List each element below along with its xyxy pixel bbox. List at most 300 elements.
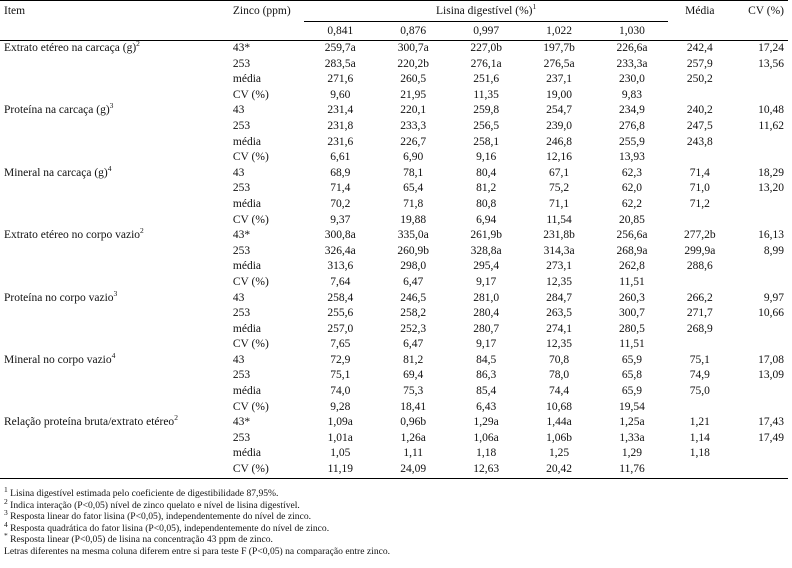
header-item: Item [0, 1, 229, 22]
value-cell: 24,09 [377, 462, 450, 478]
value-cell: 62,2 [621, 197, 643, 210]
table-row [0, 259, 788, 275]
zinc-cell: 43 [232, 104, 245, 117]
value-cell: 75,2 [548, 182, 570, 195]
value-cell: 19,00 [546, 88, 572, 101]
zinc-cell: 253 [232, 307, 251, 320]
cv-cell: 18,29 [758, 166, 784, 179]
footnote-mark: 4 [4, 519, 8, 529]
cv-cell: 17,08 [758, 353, 784, 366]
group-name: Proteína na carcaça (g) [4, 104, 110, 117]
header-lysine [304, 1, 669, 22]
value-cell: 255,9 [619, 135, 645, 148]
value-cell: 71,8 [403, 197, 424, 210]
table-row [0, 197, 788, 213]
level-cell: 0,876 [377, 22, 450, 41]
zinc-cell: 43* [232, 42, 251, 54]
mean-cell: 247,5 [686, 119, 713, 132]
value-cell: 85,4 [476, 385, 497, 398]
mean-cell [668, 213, 731, 229]
value-cell: 268,9a [616, 244, 648, 257]
value-cell: 263,5 [546, 307, 572, 320]
cv-cell [731, 462, 788, 478]
value-cell: 20,42 [523, 462, 596, 478]
group-footnote-mark: 2 [140, 226, 144, 236]
value-cell: 262,8 [619, 260, 645, 273]
zinc-cell: 43 [232, 291, 245, 304]
zinc-cell: 253 [232, 119, 251, 132]
table-row [0, 57, 788, 73]
value-cell: 260,9b [397, 244, 430, 257]
value-cell: 81,2 [403, 353, 424, 366]
zinc-cell: 43 [232, 166, 245, 179]
value-cell: 71,4 [330, 182, 351, 195]
cv-cell [731, 322, 788, 338]
value-cell: 197,7b [543, 42, 575, 54]
value-cell: 9,16 [476, 151, 497, 164]
zinc-cell: CV (%) [232, 338, 269, 351]
mean-cell: 240,2 [686, 104, 713, 117]
value-cell: 254,7 [546, 104, 572, 117]
mean-cell: 277,2b [684, 229, 716, 242]
cv-cell: 13,56 [758, 57, 784, 70]
value-cell: 227,0b [470, 42, 502, 54]
zinc-cell: 43 [232, 353, 245, 366]
group-label [0, 103, 229, 119]
mean-cell: 1,14 [689, 431, 710, 444]
footnote-mark: 2 [4, 496, 8, 506]
value-cell: 276,8 [619, 119, 645, 132]
mean-cell [668, 88, 731, 104]
value-cell: 65,9 [621, 385, 643, 398]
value-cell: 18,41 [400, 400, 427, 413]
value-cell: 70,2 [330, 197, 351, 210]
footnotes [4, 484, 391, 558]
value-cell: 12,35 [546, 275, 572, 288]
level-cell: 1,030 [596, 22, 669, 41]
level-cell: 0,841 [304, 22, 377, 41]
table-row [0, 41, 788, 57]
value-cell: 314,3a [543, 244, 575, 257]
cv-cell [731, 213, 788, 229]
value-cell: 86,3 [476, 369, 497, 382]
value-cell: 1,25 [548, 447, 570, 460]
value-cell: 1,29 [621, 447, 643, 460]
mean-cell: 299,9a [684, 244, 716, 257]
zinc-cell: média [232, 447, 261, 460]
group-label [0, 415, 229, 431]
value-cell: 21,95 [400, 88, 427, 101]
value-cell: 230,0 [619, 73, 645, 86]
header-zinc: Zinco (ppm) [229, 1, 304, 22]
cv-cell [731, 150, 788, 166]
value-cell: 11,35 [473, 88, 499, 101]
value-cell: 62,0 [621, 182, 643, 195]
group-label [0, 41, 229, 57]
mean-cell [668, 337, 731, 353]
value-cell: 75,1 [330, 369, 351, 382]
value-cell: 65,4 [403, 182, 424, 195]
value-cell: 9,17 [476, 338, 497, 351]
group-label [0, 353, 229, 369]
value-cell: 258,4 [327, 291, 354, 304]
cv-cell [731, 275, 788, 291]
cv-cell: 10,66 [758, 307, 784, 320]
value-cell: 233,3 [400, 119, 427, 132]
cv-cell: 13,09 [758, 369, 784, 382]
table-row [0, 88, 788, 104]
zinc-cell: 253 [232, 182, 251, 195]
zinc-cell: CV (%) [232, 151, 269, 164]
value-cell: 19,88 [400, 213, 427, 226]
value-cell: 261,9b [470, 229, 502, 242]
footnote-mark: 1 [4, 484, 8, 494]
cv-cell: 8,99 [763, 244, 784, 257]
mean-cell: 271,7 [686, 307, 713, 320]
zinc-cell: 43* [232, 416, 251, 429]
value-cell: 11,76 [596, 462, 669, 478]
value-cell: 13,93 [619, 151, 645, 164]
cv-cell: 16,13 [758, 229, 784, 242]
zinc-cell: 253 [232, 369, 251, 382]
value-cell: 300,7a [397, 42, 429, 54]
group-name: Mineral no corpo vazio [4, 353, 112, 366]
mean-cell: 288,6 [686, 260, 713, 273]
value-cell: 1,06a [473, 431, 499, 444]
footnote [4, 531, 390, 546]
value-cell: 233,3a [616, 57, 648, 70]
value-cell: 62,3 [621, 166, 643, 179]
cv-cell [731, 446, 788, 462]
value-cell: 220,2b [397, 57, 430, 70]
value-cell: 231,8b [543, 229, 575, 242]
value-cell: 1,05 [330, 447, 351, 460]
zinc-cell: CV (%) [232, 213, 269, 226]
value-cell: 220,1 [400, 104, 427, 117]
table-row [0, 306, 788, 322]
value-cell: 246,5 [400, 291, 427, 304]
value-cell: 295,4 [473, 260, 500, 273]
value-cell: 276,1a [470, 57, 502, 70]
cv-cell: 11,62 [758, 119, 784, 132]
value-cell: 237,1 [546, 73, 572, 86]
mean-cell [668, 400, 731, 416]
value-cell: 9,17 [476, 275, 497, 288]
value-cell: 280,4 [473, 307, 500, 320]
mean-cell: 266,2 [686, 291, 713, 304]
footnote-text: Indica interação (P<0,05) nível de zinco quelato e nível de lisina digestível. [7, 499, 300, 511]
footnote-mark: 3 [4, 508, 8, 517]
footnote-text: Resposta linear do fator lisina (P<0,05), independentemente do nível de zinco. [7, 511, 312, 523]
value-cell: 226,7 [400, 135, 427, 148]
value-cell: 6,90 [403, 151, 424, 164]
footnote [4, 496, 390, 512]
cv-cell [731, 135, 788, 151]
value-cell: 300,8a [324, 229, 356, 242]
zinc-cell: 253 [232, 57, 251, 70]
group-name: Relação proteína bruta/extrato etéreo [4, 416, 175, 429]
value-cell: 234,9 [619, 104, 645, 117]
group-footnote-mark: 4 [111, 351, 116, 361]
value-cell: 274,1 [546, 322, 572, 335]
mean-cell: 1,21 [689, 416, 710, 429]
value-cell: 68,9 [330, 166, 351, 179]
value-cell: 0,96b [400, 416, 427, 429]
value-cell: 258,1 [473, 135, 500, 148]
value-cell: 259,7a [324, 42, 356, 54]
zinc-cell: média [232, 385, 261, 398]
level-cell: 1,022 [523, 22, 596, 41]
value-cell: 7,64 [330, 275, 351, 288]
table-row [0, 181, 788, 197]
value-cell: 10,68 [546, 400, 572, 413]
value-cell: 1,11 [403, 447, 424, 460]
value-cell: 67,1 [548, 166, 570, 179]
table-row [0, 368, 788, 384]
value-cell: 9,28 [330, 400, 351, 413]
value-cell: 281,0 [473, 291, 500, 304]
value-cell: 80,8 [476, 197, 497, 210]
zinc-cell: média [232, 197, 261, 210]
value-cell: 12,63 [450, 462, 523, 478]
value-cell: 256,5 [473, 119, 500, 132]
group-name: Extrato etéreo na carcaça (g) [4, 42, 137, 54]
group-footnote-mark: 2 [174, 413, 178, 423]
table-row [0, 337, 788, 353]
value-cell: 6,47 [403, 275, 424, 288]
cv-cell: 17,24 [758, 42, 784, 54]
value-cell: 11,54 [546, 213, 572, 226]
table-row [0, 400, 788, 416]
value-cell: 276,5a [543, 57, 575, 70]
mean-cell: 71,0 [689, 182, 710, 195]
value-cell: 84,5 [476, 353, 497, 366]
footnote-text: Letras diferentes na mesma coluna diferem entre si para teste F (P<0,05) na comparação entre zinco. [4, 545, 391, 557]
mean-cell: 74,9 [689, 369, 710, 382]
group-footnote-mark: 3 [109, 101, 114, 111]
table-body [0, 41, 788, 479]
mean-cell: 250,2 [686, 73, 713, 86]
mean-cell: 257,9 [686, 57, 713, 70]
footnote-text: Resposta quadrática do fator lisina (P<0,05), independentemente do nível de zinco. [7, 522, 330, 534]
zinc-cell: 43* [232, 229, 251, 242]
zinc-cell: 253 [232, 244, 251, 257]
value-cell: 260,3 [619, 291, 645, 304]
header-mean: Média [668, 1, 731, 22]
value-cell: 239,0 [546, 119, 572, 132]
table-row [0, 150, 788, 166]
value-cell: 280,5 [619, 322, 645, 335]
table-row [0, 291, 788, 307]
footnote-text: Resposta linear (P<0,05) de lisina na concentração 43 ppm de zinco. [7, 534, 273, 546]
header-levels-row [0, 22, 788, 41]
group-label [0, 288, 229, 307]
cv-cell [731, 88, 788, 104]
header-cv: CV (%) [731, 1, 788, 22]
value-cell: 335,0a [397, 229, 429, 242]
group-footnote-mark: 4 [107, 163, 112, 173]
value-cell: 1,33a [619, 431, 645, 444]
mean-cell [668, 275, 731, 291]
value-cell: 231,8 [327, 119, 354, 132]
value-cell: 20,85 [619, 213, 645, 226]
cv-cell [731, 259, 788, 275]
value-cell: 19,54 [619, 400, 645, 413]
table-row [0, 103, 788, 119]
value-cell: 313,6 [327, 260, 354, 273]
value-cell: 74,4 [548, 385, 570, 398]
value-cell: 12,16 [546, 151, 572, 164]
footnote [4, 546, 390, 558]
value-cell: 72,9 [330, 353, 351, 366]
mean-cell: 243,8 [686, 135, 713, 148]
value-cell: 328,8a [470, 244, 502, 257]
value-cell: 12,35 [546, 338, 572, 351]
zinc-cell: CV (%) [229, 462, 304, 478]
value-cell: 80,4 [476, 166, 497, 179]
value-cell: 6,43 [476, 400, 497, 413]
table-row [0, 322, 788, 338]
mean-cell [668, 462, 731, 478]
value-cell: 9,83 [621, 88, 643, 101]
value-cell: 1,26a [400, 431, 426, 444]
value-cell: 255,6 [327, 307, 354, 320]
value-cell: 1,09a [327, 416, 353, 429]
cv-cell: 13,20 [758, 182, 784, 195]
value-cell: 271,6 [327, 73, 354, 86]
footnote [4, 508, 390, 523]
value-cell: 78,0 [548, 369, 570, 382]
mean-cell: 268,9 [686, 322, 713, 335]
mean-cell: 71,4 [689, 166, 710, 179]
table-row [0, 228, 788, 244]
value-cell: 1,01a [327, 431, 353, 444]
value-cell: 231,4 [327, 104, 354, 117]
footnote [4, 519, 390, 535]
value-cell: 9,37 [330, 213, 351, 226]
group-name: Proteína no corpo vazio [4, 291, 114, 304]
cv-cell: 17,43 [758, 416, 784, 429]
value-cell: 6,47 [403, 338, 424, 351]
value-cell: 7,65 [330, 338, 351, 351]
value-cell: 6,94 [476, 213, 497, 226]
value-cell: 259,8 [473, 104, 500, 117]
value-cell: 284,7 [546, 291, 572, 304]
mean-cell [668, 150, 731, 166]
value-cell: 280,7 [473, 322, 500, 335]
zinc-cell: média [232, 322, 261, 335]
value-cell: 1,44a [546, 416, 572, 429]
footnote [4, 484, 390, 500]
cv-cell: 17,49 [758, 431, 784, 444]
value-cell: 283,5a [324, 57, 356, 70]
value-cell: 74,0 [330, 385, 351, 398]
value-cell: 231,6 [327, 135, 354, 148]
value-cell: 260,5 [400, 73, 427, 86]
cv-cell [731, 400, 788, 416]
value-cell: 1,06b [546, 431, 572, 444]
value-cell: 251,6 [473, 73, 500, 86]
header-lysine-sup: 1 [532, 2, 537, 12]
value-cell: 11,51 [619, 338, 645, 351]
group-name: Extrato etéreo no corpo vazio [4, 229, 141, 242]
group-name: Mineral na carcaça (g) [4, 166, 108, 179]
value-cell: 257,0 [327, 322, 354, 335]
table-row [0, 431, 788, 447]
mean-cell: 242,4 [686, 42, 713, 54]
zinc-cell: média [232, 135, 261, 148]
group-label [0, 228, 229, 244]
group-footnote-mark: 3 [113, 288, 118, 298]
value-cell: 75,3 [403, 385, 424, 398]
value-cell: 300,7 [619, 307, 645, 320]
value-cell: 9,60 [330, 88, 351, 101]
zinc-cell: CV (%) [232, 88, 269, 101]
header-row [0, 1, 788, 22]
value-cell: 78,1 [403, 166, 424, 179]
value-cell: 1,25a [619, 416, 645, 429]
value-cell: 1,29a [473, 416, 499, 429]
table-row [0, 384, 788, 400]
value-cell: 65,8 [621, 369, 643, 382]
value-cell: 71,1 [548, 197, 570, 210]
table-row [0, 135, 788, 151]
value-cell: 11,51 [619, 275, 645, 288]
mean-cell: 75,1 [689, 353, 710, 366]
value-cell: 258,2 [400, 307, 427, 320]
value-cell: 81,2 [476, 182, 497, 195]
group-label [0, 163, 229, 182]
value-cell: 246,8 [546, 135, 572, 148]
table-row [0, 462, 788, 478]
value-cell: 252,3 [400, 322, 427, 335]
value-cell: 11,19 [304, 462, 377, 478]
value-cell: 256,6a [616, 229, 648, 242]
level-cell: 0,997 [450, 22, 523, 41]
table-row [0, 72, 788, 88]
mean-cell: 71,2 [689, 197, 710, 210]
table-row [0, 244, 788, 260]
table-row [0, 275, 788, 291]
mean-cell: 75,0 [689, 385, 710, 398]
value-cell: 226,6a [616, 42, 648, 54]
value-cell: 70,8 [548, 353, 570, 366]
zinc-cell: 253 [232, 431, 251, 444]
cv-cell [731, 337, 788, 353]
zinc-cell: CV (%) [232, 275, 269, 288]
cv-cell [731, 72, 788, 88]
cv-cell: 9,97 [763, 291, 784, 304]
table-row [0, 353, 788, 369]
table-row [0, 415, 788, 431]
footnote-text: Lisina digestível estimada pelo coeficiente de digestibilidade 87,95%. [7, 488, 279, 499]
value-cell: 6,61 [330, 151, 351, 164]
header-lysine-label: Lisina digestível (%) [436, 5, 533, 17]
zinc-cell: média [232, 73, 261, 86]
zinc-cell: CV (%) [232, 400, 269, 413]
value-cell: 298,0 [400, 260, 427, 273]
value-cell: 69,4 [403, 369, 424, 382]
group-footnote-mark: 2 [136, 39, 140, 49]
footnote-mark: * [4, 531, 8, 541]
zinc-cell: média [232, 260, 261, 273]
table-row [0, 119, 788, 135]
value-cell: 273,1 [546, 260, 572, 273]
table-row [0, 446, 788, 462]
cv-cell [731, 384, 788, 400]
value-cell: 1,18 [476, 447, 497, 460]
table-row [0, 213, 788, 229]
